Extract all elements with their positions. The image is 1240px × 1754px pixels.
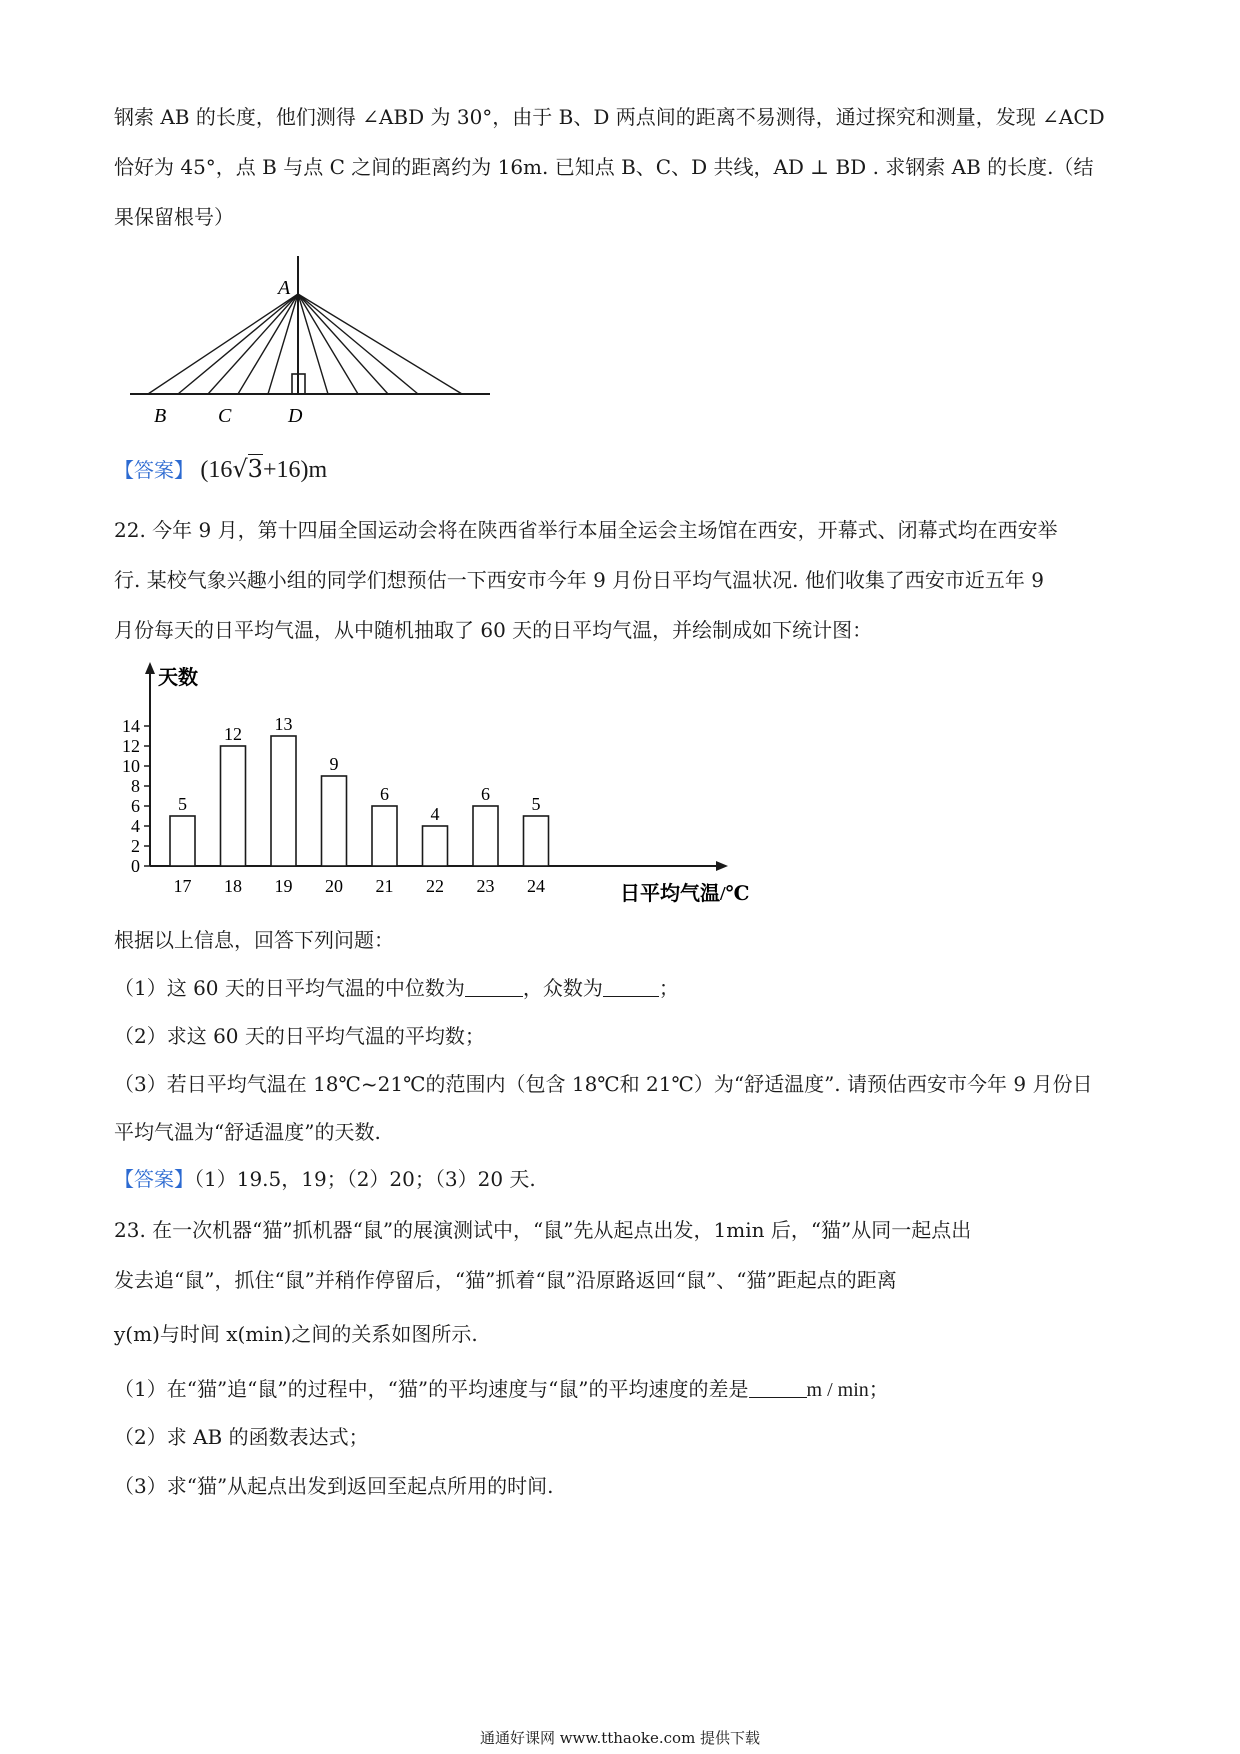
q21-line-3: 果保留根号）	[114, 205, 234, 229]
q21-line-1: 钢索 AB 的长度，他们测得 ∠ABD 为 30°，由于 B、D 两点间的距离不易测得，通过探究和测量，发现 ∠ACD	[114, 105, 1105, 129]
y-axis-arrow	[145, 662, 155, 674]
answer-radicand: 3	[247, 455, 263, 483]
y-tick-label: 2	[131, 836, 140, 856]
q23-part-1-unit: m / min；	[806, 1379, 889, 1401]
y-tick-label: 4	[131, 816, 140, 836]
bar	[473, 806, 498, 866]
q23-line-1: 23. 在一次机器“猫”抓机器“鼠”的展演测试中，“鼠”先从起点出发，1min 后，“猫”从同一起点出	[114, 1218, 972, 1242]
q22-part-1-mode-text: ，众数为	[522, 976, 603, 1000]
bar	[372, 806, 397, 866]
speed-diff-blank	[749, 1379, 807, 1398]
q23-part-3: （3）求“猫”从起点出发到返回至起点所用的时间.	[114, 1474, 554, 1498]
q22-answer	[114, 1165, 536, 1193]
q22-part-1-text: （1）这 60 天的日平均气温的中位数为	[114, 976, 465, 1000]
q22-line-2: 行. 某校气象兴趣小组的同学们想预估一下西安市今年 9 月份日平均气温状况. 他们收集了西安市近五年 9	[114, 568, 1044, 592]
x-tick-label: 21	[375, 876, 394, 896]
sqrt-symbol: √	[232, 455, 248, 483]
bar-value-label: 6	[380, 784, 389, 804]
bar-value-label: 12	[224, 724, 242, 744]
bar	[322, 776, 347, 866]
answer-expr-post: +16)m	[262, 457, 328, 483]
bar	[221, 746, 246, 866]
temperature-bar-chart	[110, 660, 800, 910]
bar-value-label: 5	[178, 794, 187, 814]
x-tick-label: 24	[527, 876, 545, 896]
y-axis-label: 天数	[158, 667, 198, 689]
q22-answer-text: （1）19.5，19；（2）20；（3）20 天.	[194, 1167, 536, 1191]
q23-line-3: y(m)与时间 x(min)之间的关系如图所示.	[114, 1322, 478, 1346]
q22-part-3-b: 平均气温为“舒适温度”的天数.	[114, 1120, 381, 1144]
mode-blank	[603, 978, 659, 997]
answer-expr-pre: (16	[200, 457, 233, 483]
q22-part-1-end: ；	[658, 976, 679, 1000]
q22-part-3-a: （3）若日平均气温在 18℃~21℃的范围内（包含 18℃和 21℃）为“舒适温度”. 请预估西安市今年 9 月份日	[114, 1072, 1093, 1096]
q22-line-3: 月份每天的日平均气温，从中随机抽取了 60 天的日平均气温，并绘制成如下统计图：	[114, 618, 873, 642]
y-tick-label: 12	[122, 736, 140, 756]
label-c: C	[218, 405, 232, 427]
q22-part-1	[114, 974, 679, 1002]
page-footer: 通通好课网 www.tthaoke.com 提供下载	[479, 1729, 761, 1747]
x-axis-label: 日平均气温/℃	[620, 883, 750, 905]
q23-part-2: （2）求 AB 的函数表达式；	[114, 1425, 369, 1449]
bar-value-label: 5	[531, 794, 541, 814]
label-a: A	[278, 277, 291, 299]
bar-value-label: 6	[481, 784, 490, 804]
bar-value-label: 13	[274, 714, 293, 734]
median-blank	[465, 978, 523, 997]
y-tick-label: 6	[131, 796, 140, 816]
y-tick-label: 0	[131, 856, 140, 876]
x-tick-label: 17	[173, 876, 192, 896]
bridge-figure	[130, 250, 500, 430]
q22-part-2: （2）求这 60 天的日平均气温的平均数；	[114, 1024, 485, 1048]
q21-answer	[114, 455, 327, 484]
y-tick-label: 10	[122, 756, 140, 776]
bar	[423, 826, 448, 866]
q22-instruction: 根据以上信息，回答下列问题：	[114, 928, 394, 952]
answer-tag: 【答案】	[114, 1167, 194, 1191]
x-tick-label: 18	[224, 876, 242, 896]
bar	[524, 816, 549, 866]
bar	[170, 816, 195, 866]
q22-line-1: 22. 今年 9 月，第十四届全国运动会将在陕西省举行本届全运会主场馆在西安，开幕式、闭幕式均在西安举	[114, 518, 1058, 542]
bar-value-label: 9	[329, 754, 339, 774]
bar	[271, 736, 296, 866]
x-tick-label: 22	[426, 876, 444, 896]
label-b: B	[154, 405, 167, 427]
y-tick-label: 8	[131, 776, 140, 796]
x-tick-label: 20	[325, 876, 343, 896]
answer-tag: 【答案】	[114, 458, 194, 482]
q21-line-2: 恰好为 45°，点 B 与点 C 之间的距离约为 16m. 已知点 B、C、D 共线，AD ⊥ BD . 求钢索 AB 的长度.（结	[114, 155, 1094, 179]
q23-part-1	[114, 1375, 889, 1404]
q23-line-2: 发去追“鼠”，抓住“鼠”并稍作停留后，“猫”抓着“鼠”沿原路返回“鼠”、“猫”距起点的距离	[114, 1268, 897, 1292]
bar-value-label: 4	[430, 804, 440, 824]
label-d: D	[288, 405, 303, 427]
x-axis-arrow	[716, 861, 728, 871]
x-tick-label: 23	[476, 876, 495, 896]
x-tick-label: 19	[274, 876, 293, 896]
y-tick-label: 14	[122, 716, 140, 736]
q23-part-1-text: （1）在“猫”追“鼠”的过程中，“猫”的平均速度与“鼠”的平均速度的差是	[114, 1377, 749, 1401]
